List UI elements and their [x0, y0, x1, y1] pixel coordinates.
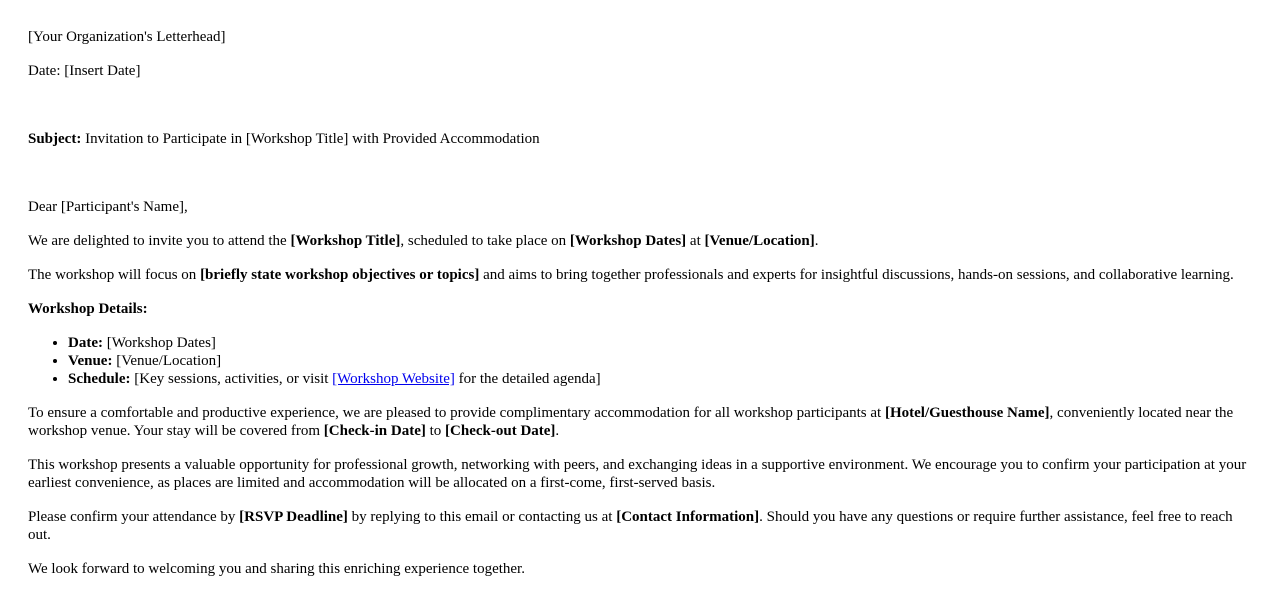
spacer — [28, 96, 1250, 130]
subject-label: Subject: — [28, 131, 82, 147]
invite-text: We are delighted to invite you to attend the — [28, 233, 291, 249]
accommodation-text: to — [425, 423, 446, 439]
details-item-date — [68, 334, 1250, 352]
venue-placeholder: [Venue/Location] — [704, 233, 815, 249]
details-list — [28, 334, 1250, 388]
invite-paragraph — [28, 232, 1250, 250]
greeting: Dear [Participant's Name], — [28, 199, 188, 215]
invite-text: , scheduled to take place on — [400, 233, 570, 249]
letterhead: [Your Organization's Letterhead] — [28, 29, 226, 45]
hotel-placeholder: [Hotel/Guesthouse Name] — [884, 405, 1050, 421]
details-schedule-label: Schedule: — [68, 371, 131, 387]
accommodation-paragraph — [28, 404, 1250, 440]
rsvp-text: by replying to this email or contacting us at — [347, 509, 617, 525]
workshop-dates-placeholder: [Workshop Dates] — [569, 233, 687, 249]
opportunity-paragraph: This workshop presents a valuable opportunity for professional growth, networking with peers, and exchanging ideas in a supportive environment. We encourage you to confirm your participation at your earliest convenience, as places are limited and accommodation will be allocated on a first-come, first-served basis. — [28, 457, 1247, 491]
rsvp-deadline-placeholder: [RSVP Deadline] — [239, 509, 348, 525]
closing-paragraph: We look forward to welcoming you and sharing this enriching experience together. — [28, 561, 525, 577]
accommodation-text: To ensure a comfortable and productive experience, we are pleased to provide complimentary accommodation for all workshop participants at — [28, 405, 885, 421]
details-date-value: [Workshop Dates] — [102, 335, 216, 351]
details-schedule-text: [Key sessions, activities, or visit — [130, 371, 333, 387]
details-item-venue — [68, 352, 1250, 370]
workshop-title-placeholder: [Workshop Title] — [290, 233, 401, 249]
objectives-placeholder: [briefly state workshop objectives or topics] — [200, 267, 480, 283]
focus-paragraph — [28, 266, 1250, 284]
contact-info-placeholder: [Contact Information] — [616, 509, 760, 525]
invite-text: at — [686, 233, 705, 249]
rsvp-text: . Should you have any questions or require further assistance, feel free to reach out. — [28, 509, 1233, 543]
details-schedule-text: for the detailed agenda] — [454, 371, 601, 387]
subject-text: Invitation to Participate in [Workshop Title] with Provided Accommodation — [81, 131, 540, 147]
rsvp-text: Please confirm your attendance by — [28, 509, 240, 525]
details-date-label: Date: — [68, 335, 103, 351]
accommodation-text: , conveniently located near the workshop venue. Your stay will be covered from — [28, 405, 1234, 439]
workshop-website-link[interactable]: [Workshop Website] — [332, 371, 455, 387]
details-heading — [28, 300, 1250, 318]
details-item-schedule — [68, 370, 1250, 388]
check-out-placeholder: [Check-out Date] — [445, 423, 556, 439]
details-venue-value: [Venue/Location] — [112, 353, 222, 369]
focus-text: and aims to bring together professionals and experts for insightful discussions, hands-on sessions, and collaborative learning. — [479, 267, 1234, 283]
invite-text: . — [814, 233, 819, 249]
spacer — [28, 164, 1250, 198]
focus-text: The workshop will focus on — [28, 267, 201, 283]
letter-date: Date: [Insert Date] — [28, 63, 141, 79]
check-in-placeholder: [Check-in Date] — [323, 423, 426, 439]
accommodation-text: . — [555, 423, 560, 439]
details-heading-text: Workshop Details: — [28, 301, 148, 317]
details-venue-label: Venue: — [68, 353, 113, 369]
rsvp-paragraph — [28, 508, 1250, 544]
subject-line — [28, 130, 1250, 148]
